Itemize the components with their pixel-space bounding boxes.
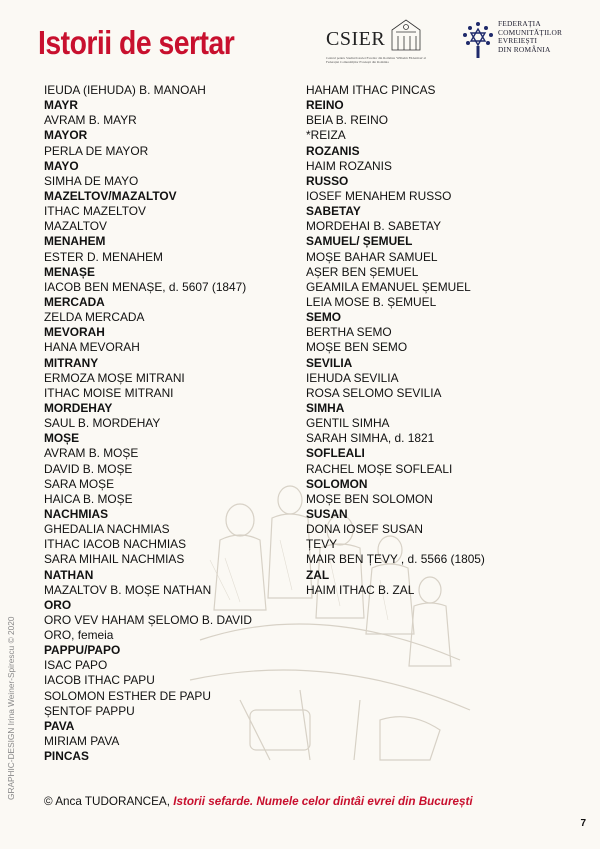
surname-heading: SABETAY xyxy=(306,204,361,219)
name-entry: MAZALTOV xyxy=(44,219,107,234)
name-entry: HAHAM ITHAC PINCAS xyxy=(306,83,436,97)
surname-heading: MEVORAH xyxy=(44,325,105,340)
name-entry: MIRIAM PAVA xyxy=(44,734,120,749)
surname-heading: MAZELTOV/MAZALTOV xyxy=(44,188,177,203)
name-entry: ESTER D. MENAHEM xyxy=(44,249,163,264)
name-entry: ITHAC MOISE MITRANI xyxy=(44,385,174,400)
csier-logo xyxy=(326,16,430,72)
name-entry: ITHAC MAZELTOV xyxy=(44,204,146,219)
federatie-logo-line: FEDERAȚIA xyxy=(498,19,541,28)
name-entry: ERMOZA MOȘE MITRANI xyxy=(44,370,185,385)
footer-book-title: Istorii sefarde. Numele celor dintâi evrei din București xyxy=(173,795,473,808)
name-entry: AVRAM B. MOȘE xyxy=(44,446,139,461)
names-column-right xyxy=(306,83,566,598)
federatie-logo-text xyxy=(498,20,562,55)
name-entry: BEIA B. REINO xyxy=(306,113,388,128)
surname-heading: REINO xyxy=(306,98,344,113)
name-entry: MAIR BEN ȚEVY , d. 5566 (1805) xyxy=(306,552,485,567)
name-entry: MOȘE BAHAR SAMUEL xyxy=(306,249,438,264)
name-entry: SAUL B. MORDEHAY xyxy=(44,416,161,431)
name-entry: ITHAC IACOB NACHMIAS xyxy=(44,537,187,552)
name-entry: ORO VEV HAHAM ȘELOMO B. DAVID xyxy=(44,612,252,627)
name-entry: MOȘE BEN SEMO xyxy=(306,340,408,355)
name-entry: SOLOMON ESTHER DE PAPU xyxy=(44,688,211,703)
surname-heading: SAMUEL/ ȘEMUEL xyxy=(306,234,413,249)
star-of-david-tree-icon xyxy=(460,20,496,60)
name-entry: DAVID B. MOȘE xyxy=(44,461,133,476)
name-entry: IACOB ITHAC PAPU xyxy=(44,673,155,688)
federatie-logo-line: COMUNITĂȚILOR xyxy=(498,27,563,37)
name-entry: LEIA MOSE B. ȘEMUEL xyxy=(306,294,437,309)
surname-heading: RUSSO xyxy=(306,173,349,188)
footer-copyright: © Anca TUDORANCEA, xyxy=(44,795,174,808)
surname-heading: MORDEHAY xyxy=(44,400,113,415)
name-entry: GENTIL SIMHA xyxy=(306,416,390,431)
name-entry: ȘENTOF PAPPU xyxy=(44,703,135,718)
name-entry: SIMHA DE MAYO xyxy=(44,173,139,188)
name-entry: HAICA B. MOȘE xyxy=(44,491,133,506)
surname-heading: MAYOR xyxy=(44,128,88,143)
page-number: 7 xyxy=(580,818,586,829)
name-entry: ȚEVY xyxy=(306,537,338,552)
name-entry: HANA MEVORAH xyxy=(44,340,140,355)
name-entry: MOȘE BEN SOLOMON xyxy=(306,491,433,506)
name-entry: ROSA SELOMO SEVILIA xyxy=(306,385,442,400)
page-title: Istorii de sertar xyxy=(38,24,235,61)
name-entry: SARA MIHAIL NACHMIAS xyxy=(44,552,185,567)
name-entry: MORDEHAI B. SABETAY xyxy=(306,219,442,234)
building-icon xyxy=(388,16,424,52)
surname-heading: ORO xyxy=(44,597,72,612)
surname-heading: PAPPU/PAPO xyxy=(44,643,121,658)
name-entry: ZELDA MERCADA xyxy=(44,310,145,325)
surname-heading: MERCADA xyxy=(44,294,105,309)
federatie-logo xyxy=(460,20,570,62)
csier-logo-name: CSIER xyxy=(326,28,386,50)
surname-heading: PAVA xyxy=(44,718,75,733)
surname-heading: SEMO xyxy=(306,310,342,325)
name-entry: HAIM ITHAC B. ZAL xyxy=(306,582,415,597)
surname-heading: SOLOMON xyxy=(306,476,368,491)
name-entry: IEUDA (IEHUDA) B. MANOAH xyxy=(44,83,206,97)
name-entry: ORO, femeia xyxy=(44,628,114,643)
name-entry: RACHEL MOȘE SOFLEALI xyxy=(306,461,453,476)
surname-heading: MOȘE xyxy=(44,431,80,446)
name-entry: PERLA DE MAYOR xyxy=(44,143,149,158)
csier-logo-subtitle: Centrul pentru Studiul Istoriei Evreilor din România 'Wilhelm Filderman' al Federației Comunităților Evreiești din România xyxy=(326,56,427,64)
surname-heading: MAYR xyxy=(44,98,78,113)
surname-heading: SOFLEALI xyxy=(306,446,365,461)
surname-heading: NATHAN xyxy=(44,567,94,582)
surname-heading: MAYO xyxy=(44,158,79,173)
surname-heading: SUSAN xyxy=(306,506,348,521)
surname-heading: MENAHEM xyxy=(44,234,106,249)
name-entry: AVRAM B. MAYR xyxy=(44,113,137,128)
surname-heading: NACHMIAS xyxy=(44,506,109,521)
name-entry: BERTHA SEMO xyxy=(306,325,392,340)
name-entry: IEHUDA SEVILIA xyxy=(306,370,399,385)
name-entry: SARAH SIMHA, d. 1821 xyxy=(306,431,435,446)
surname-heading: ROZANIS xyxy=(306,143,360,158)
name-entry: HAIM ROZANIS xyxy=(306,158,392,173)
name-entry: GEAMILA EMANUEL ȘEMUEL xyxy=(306,279,471,294)
name-entry: IOSEF MENAHEM RUSSO xyxy=(306,188,452,203)
surname-heading: MITRANY xyxy=(44,355,99,370)
name-entry: ISAC PAPO xyxy=(44,658,108,673)
name-entry: SARA MOȘE xyxy=(44,476,115,491)
federatie-logo-line: DIN ROMÂNIA xyxy=(498,45,551,55)
name-entry: MAZALTOV B. MOȘE NATHAN xyxy=(44,582,212,597)
names-column-left xyxy=(44,83,304,764)
surname-heading: ZAL xyxy=(306,567,330,582)
graphic-design-credit: GRAPHIC-DESIGN Irina Weiner-Spirescu © 2020 xyxy=(6,616,16,800)
surname-heading: SEVILIA xyxy=(306,355,353,370)
surname-heading: MENAȘE xyxy=(44,264,95,279)
footer-citation xyxy=(44,795,473,808)
surname-heading: PINCAS xyxy=(44,749,89,764)
name-entry: DONA IOSEF SUSAN xyxy=(306,522,423,537)
name-entry: IACOB BEN MENAȘE, d. 5607 (1847) xyxy=(44,279,247,294)
name-entry: GHEDALIA NACHMIAS xyxy=(44,522,170,537)
name-entry: AȘER BEN ȘEMUEL xyxy=(306,264,419,279)
federatie-logo-line: EVREIEȘTI xyxy=(498,36,538,46)
name-entry: *REIZA xyxy=(306,128,346,143)
surname-heading: SIMHA xyxy=(306,400,345,415)
